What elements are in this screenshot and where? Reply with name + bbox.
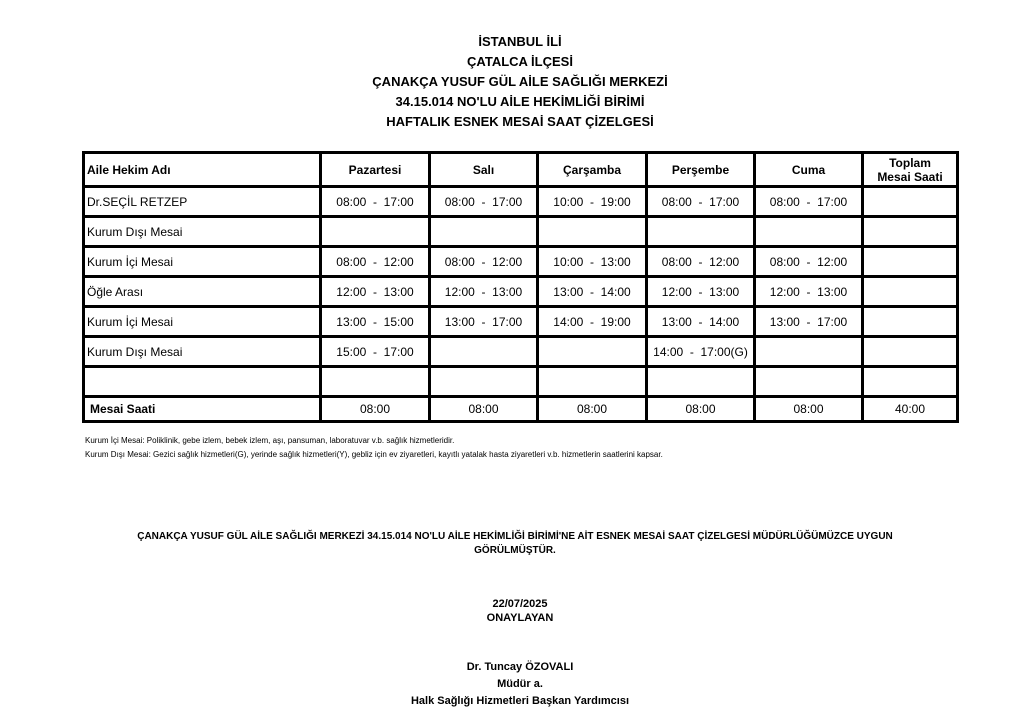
cell-monday — [321, 367, 430, 397]
cell-monday: 08:00 - 17:00 — [321, 187, 430, 217]
col-header-doctor: Aile Hekim Adı — [84, 153, 321, 187]
cell-thursday: 08:00 - 12:00 — [647, 247, 755, 277]
approval-date: 22/07/2025 — [492, 598, 548, 610]
table-row — [84, 337, 958, 367]
cell-friday: 08:00 - 17:00 — [755, 187, 863, 217]
cell-monday: 08:00 - 12:00 — [321, 247, 430, 277]
signer-title: Müdür a. — [497, 678, 543, 690]
total-total: 40:00 — [863, 397, 958, 422]
cell-total — [863, 247, 958, 277]
cell-wednesday — [538, 367, 647, 397]
cell-tuesday: 08:00 - 17:00 — [430, 187, 538, 217]
cell-total — [863, 187, 958, 217]
row-label: Kurum İçi Mesai — [84, 307, 321, 337]
cell-monday — [321, 217, 430, 247]
cell-thursday: 14:00 - 17:00(G) — [647, 337, 755, 367]
cell-monday: 12:00 - 13:00 — [321, 277, 430, 307]
col-header-thursday: Perşembe — [647, 153, 755, 187]
row-label: Dr.SEÇİL RETZEP — [84, 187, 321, 217]
cell-total — [863, 217, 958, 247]
document-header — [0, 32, 1027, 132]
total-label: Mesai Saati — [84, 397, 321, 422]
table-row — [84, 187, 958, 217]
table-row — [84, 367, 958, 397]
note-internal: Kurum İçi Mesai: Poliklinik, gebe izlem, bebek izlem, aşı, pansuman, laboratuvar v.b. sağlık hizmetleridir. — [85, 436, 455, 445]
cell-wednesday: 13:00 - 14:00 — [538, 277, 647, 307]
cell-total — [863, 307, 958, 337]
note-external: Kurum Dışı Mesai: Gezici sağlık hizmetleri(G), yerinde sağlık hizmetleri(Y), gebliz için ev ziyaretleri, kayıtlı yatalak hasta ziyaretleri v.b. hizmetlerin saatlerini kapsar. — [85, 450, 663, 459]
row-label: Kurum İçi Mesai — [84, 247, 321, 277]
col-header-friday: Cuma — [755, 153, 863, 187]
header-unit: 34.15.014 NO'LU AİLE HEKİMLİĞİ BİRİMİ — [395, 94, 645, 109]
approval-date-block — [0, 597, 1027, 625]
cell-total — [863, 277, 958, 307]
total-wednesday: 08:00 — [538, 397, 647, 422]
cell-tuesday — [430, 217, 538, 247]
header-province: İSTANBUL İLİ — [478, 34, 562, 49]
total-friday: 08:00 — [755, 397, 863, 422]
cell-wednesday — [538, 217, 647, 247]
cell-thursday: 08:00 - 17:00 — [647, 187, 755, 217]
schedule-table — [82, 151, 959, 423]
cell-wednesday: 10:00 - 13:00 — [538, 247, 647, 277]
cell-monday: 13:00 - 15:00 — [321, 307, 430, 337]
total-tuesday: 08:00 — [430, 397, 538, 422]
cell-friday — [755, 217, 863, 247]
row-label — [84, 367, 321, 397]
cell-friday: 12:00 - 13:00 — [755, 277, 863, 307]
col-header-total — [863, 153, 958, 187]
cell-friday — [755, 367, 863, 397]
cell-total — [863, 367, 958, 397]
row-label: Öğle Arası — [84, 277, 321, 307]
signer-name: Dr. Tuncay ÖZOVALI — [466, 661, 574, 673]
table-row — [84, 277, 958, 307]
col-header-total-line1: Toplam — [889, 155, 931, 170]
cell-friday: 13:00 - 17:00 — [755, 307, 863, 337]
table-header-row — [84, 153, 958, 187]
row-label: Kurum Dışı Mesai — [84, 337, 321, 367]
cell-tuesday: 08:00 - 12:00 — [430, 247, 538, 277]
col-header-monday: Pazartesi — [321, 153, 430, 187]
table-row — [84, 247, 958, 277]
header-center: ÇANAKÇA YUSUF GÜL AİLE SAĞLIĞI MERKEZİ — [372, 74, 668, 89]
cell-thursday — [647, 217, 755, 247]
header-district: ÇATALCA İLÇESİ — [467, 54, 573, 69]
cell-tuesday: 12:00 - 13:00 — [430, 277, 538, 307]
header-title: HAFTALIK ESNEK MESAİ SAAT ÇİZELGESİ — [386, 114, 654, 129]
cell-monday: 15:00 - 17:00 — [321, 337, 430, 367]
col-header-wednesday: Çarşamba — [538, 153, 647, 187]
row-label: Kurum Dışı Mesai — [84, 217, 321, 247]
cell-thursday — [647, 367, 755, 397]
cell-friday — [755, 337, 863, 367]
cell-tuesday: 13:00 - 17:00 — [430, 307, 538, 337]
cell-tuesday — [430, 337, 538, 367]
cell-wednesday — [538, 337, 647, 367]
cell-wednesday: 10:00 - 19:00 — [538, 187, 647, 217]
cell-total — [863, 337, 958, 367]
col-header-total-line2: Mesai Saati — [877, 169, 943, 184]
cell-thursday: 13:00 - 14:00 — [647, 307, 755, 337]
cell-thursday: 12:00 - 13:00 — [647, 277, 755, 307]
total-row — [84, 397, 958, 422]
signer-block — [0, 659, 1027, 710]
total-monday: 08:00 — [321, 397, 430, 422]
total-thursday: 08:00 — [647, 397, 755, 422]
cell-friday: 08:00 - 12:00 — [755, 247, 863, 277]
cell-wednesday: 14:00 - 19:00 — [538, 307, 647, 337]
notes — [85, 434, 663, 462]
table-row — [84, 307, 958, 337]
approval-statement: ÇANAKÇA YUSUF GÜL AİLE SAĞLIĞI MERKEZİ 34.15.014 NO'LU AİLE HEKİMLİĞİ BİRİMİ'NE AİT ESNEK MESAİ SAAT ÇİZELGESİ MÜDÜRLÜĞÜMÜZCE UYGUN GÖRÜLMÜŞTÜR. — [137, 531, 893, 556]
approval-status: ONAYLAYAN — [486, 612, 554, 624]
col-header-tuesday: Salı — [430, 153, 538, 187]
signer-position: Halk Sağlığı Hizmetleri Başkan Yardımcısı — [410, 695, 630, 707]
cell-tuesday — [430, 367, 538, 397]
table-row — [84, 217, 958, 247]
